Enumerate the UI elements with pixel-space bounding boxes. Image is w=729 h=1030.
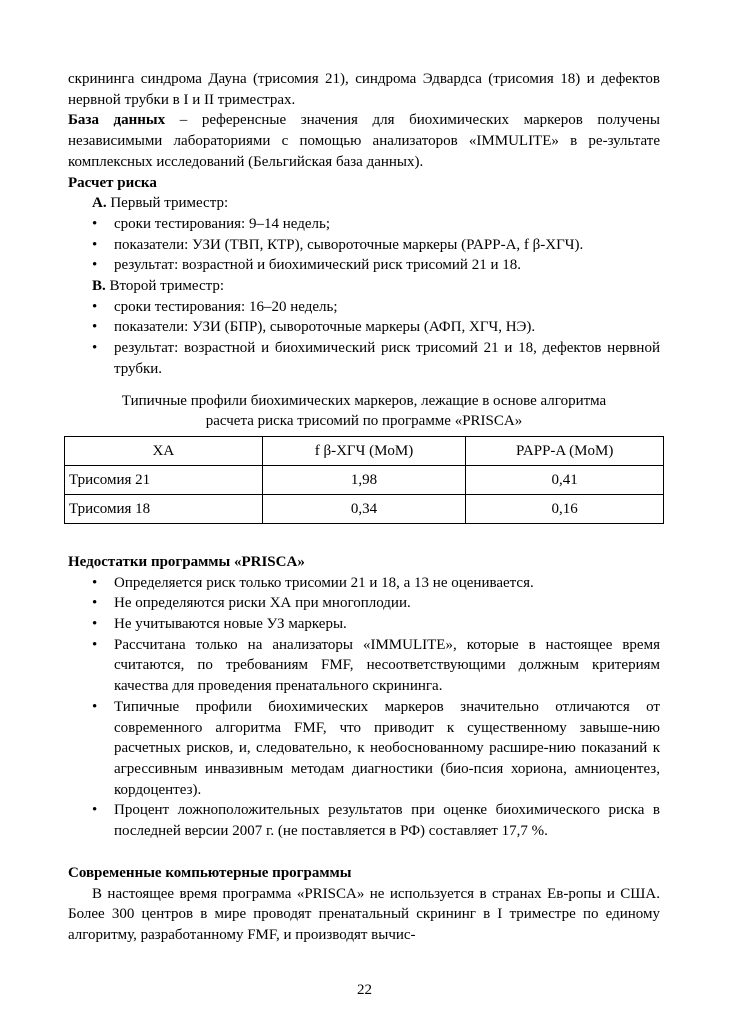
- list-item: • результат: возрастной и биохимический риск трисомий 21 и 18.: [68, 255, 660, 276]
- second-trimester-list: [68, 297, 660, 380]
- database-paragraph: [68, 110, 660, 172]
- risk-heading: Расчет риска: [68, 174, 157, 191]
- second-trimester-letter: В.: [92, 278, 106, 295]
- page-content: [68, 69, 660, 946]
- table-cell: 0,16: [466, 494, 664, 523]
- list-item: • показатели: УЗИ (БПР), сывороточные маркеры (АФП, ХГЧ, НЭ).: [68, 317, 660, 338]
- modern-programs-heading: Современные компьютерные программы: [68, 864, 352, 881]
- second-trimester-title: Второй триместр:: [105, 278, 225, 295]
- drawbacks-heading: Недостатки программы «PRISCA»: [68, 553, 305, 570]
- marker-profile-table: [64, 436, 664, 524]
- table-row: [65, 494, 664, 523]
- first-trimester-title: Первый триместр:: [106, 195, 229, 212]
- table-cell: 1,98: [262, 465, 466, 494]
- page-number: 22: [357, 982, 372, 998]
- first-trimester-list: [68, 214, 660, 276]
- intro-paragraph: скрининга синдрома Дауна (трисомия 21), синдрома Эдвардса (трисомия 18) и дефектов нервной трубки в I и II триместрах.: [68, 71, 660, 108]
- table-row: [65, 465, 664, 494]
- drawbacks-list: [68, 573, 660, 842]
- database-text: – референсные значения для биохимических маркеров получены независимыми лабораториями с помощью анализаторов «IMMULITE» в ре-зультате комплексных исследований (Бельгийская база данных).: [68, 112, 660, 170]
- first-trimester-heading: [68, 193, 660, 214]
- second-trimester-heading: [68, 276, 660, 297]
- database-label: База данных: [68, 112, 166, 129]
- list-item: • результат: возрастной и биохимический риск трисомий 21 и 18, дефектов нервной трубки.: [68, 338, 660, 379]
- list-item: • Определяется риск только трисомии 21 и 18, а 13 не оценивается.: [68, 573, 660, 594]
- column-header: ХА: [65, 436, 263, 465]
- modern-programs-paragraph: В настоящее время программа «PRISCA» не используется в странах Ев-ропы и США. Более 300 центров в мире проводят пренатальный скрининг в I триместре по единому алгоритму, разработанному FMF, и производят вычис-: [68, 885, 660, 943]
- table-caption: Типичные профили биохимических маркеров, лежащие в основе алгоритма расчета риска трисомий по программе «PRISCA»: [121, 392, 607, 430]
- table-header-row: [65, 436, 664, 465]
- list-item: • Не определяются риски ХА при многоплодии.: [68, 593, 660, 614]
- list-item: • Типичные профили биохимических маркеров значительно отличаются от современного алгоритма FMF, что приводит к существенному завыше-нию расчетных рисков, и, следовательно, к необоснованному расшире-нию показаний к агрессивным инвазивным методам диагностики (био-псия хориона, амниоцентез, кордоцентез).: [68, 697, 660, 801]
- list-item: • сроки тестирования: 9–14 недель;: [68, 214, 660, 235]
- table-cell: 0,41: [466, 465, 664, 494]
- table-cell: 0,34: [262, 494, 466, 523]
- list-item: • показатели: УЗИ (ТВП, КТР), сывороточные маркеры (PAPP-A, f β-ХГЧ).: [68, 235, 660, 256]
- column-header: PAPP-A (MoM): [466, 436, 664, 465]
- list-item: • Рассчитана только на анализаторы «IMMULITE», которые в настоящее время считаются, по требованиям FMF, несоответствующими должным критериям качества для проведения пренатального скрининга.: [68, 635, 660, 697]
- list-item: • Процент ложноположительных результатов при оценке биохимического риска в последней версии 2007 г. (не поставляется в РФ) составляет 17,7 %.: [68, 800, 660, 841]
- table-cell: Трисомия 18: [65, 494, 263, 523]
- list-item: • Не учитываются новые УЗ маркеры.: [68, 614, 660, 635]
- column-header: f β-ХГЧ (MoM): [262, 436, 466, 465]
- table-cell: Трисомия 21: [65, 465, 263, 494]
- list-item: • сроки тестирования: 16–20 недель;: [68, 297, 660, 318]
- first-trimester-letter: А.: [92, 195, 107, 212]
